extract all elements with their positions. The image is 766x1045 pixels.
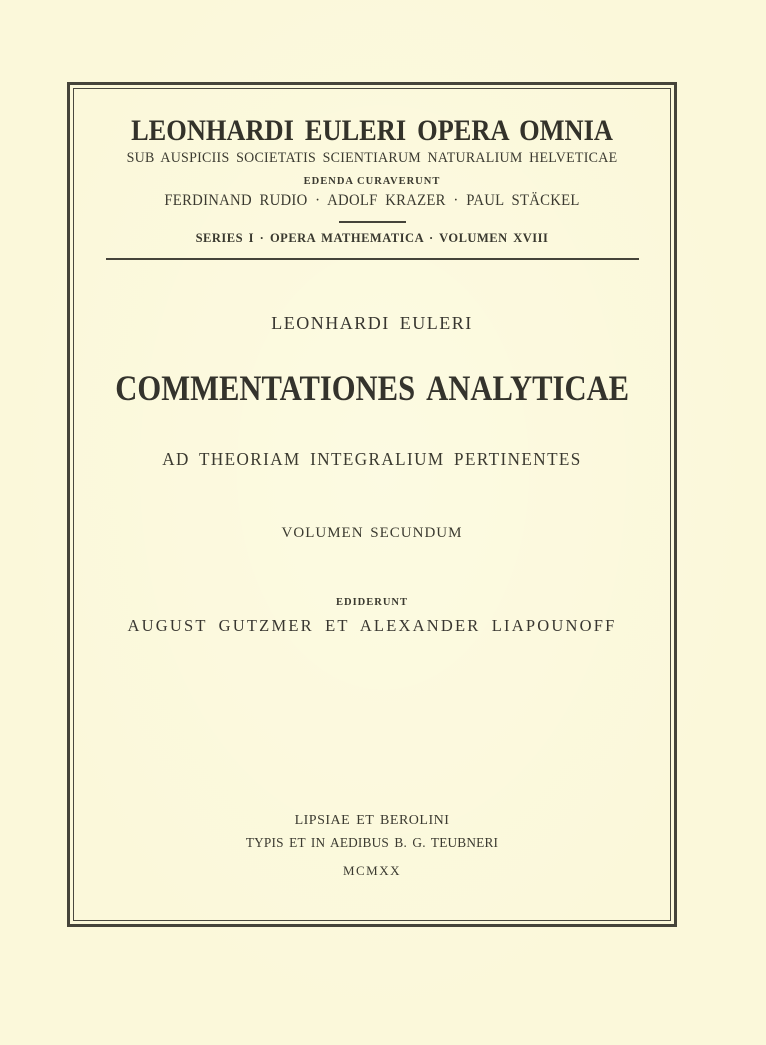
imprint-year: MCMXX (342, 863, 402, 878)
author-name: LEONHARDI EULERI (271, 313, 473, 333)
volume-editors-line: AUGUST GUTZMER ET ALEXANDER LIAPOUNOFF (127, 616, 617, 635)
title-subtitle: AD THEORIAM INTEGRALIUM PERTINENTES (162, 449, 582, 469)
title-page-inner-rule (73, 88, 671, 921)
edenda-curaverunt-label: EDENDA CURAVERUNT (303, 176, 441, 187)
ediderunt-label: EDIDERUNT (335, 597, 408, 608)
general-editors-line: FERDINAND RUDIO · ADOLF KRAZER · PAUL STÄCKEL (164, 192, 580, 209)
society-line: SUB AUSPICIIS SOCIETATIS SCIENTIARUM NATURALIUM HELVETICAE (126, 150, 618, 166)
imprint-printer-line: TYPIS ET IN AEDIBUS B. G. TEUBNERI (245, 836, 499, 851)
series-volume-line: SERIES I · OPERA MATHEMATICA · VOLUMEN XVIII (195, 231, 549, 245)
masthead-divider-rule (106, 258, 639, 260)
main-title: COMMENTATIONES ANALYTICAE (115, 368, 630, 408)
title-page-frame (67, 82, 677, 927)
collection-title: LEONHARDI EULERI OPERA OMNIA (131, 114, 613, 147)
imprint-place-line: LIPSIAE ET BEROLINI (294, 813, 450, 828)
volume-label: VOLUMEN SECUNDUM (281, 525, 463, 541)
short-divider-rule (339, 221, 406, 223)
